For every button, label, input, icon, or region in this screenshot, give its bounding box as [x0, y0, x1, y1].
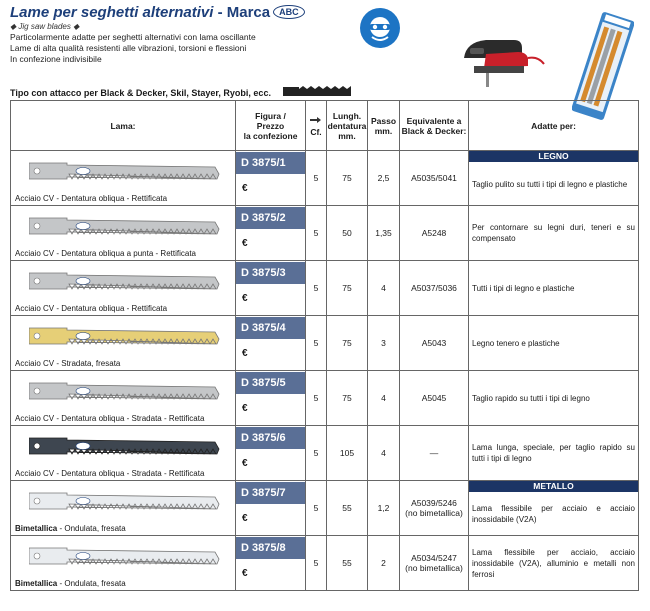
code-price-cell [236, 371, 306, 426]
length-cell: 55 [327, 481, 368, 536]
price: € [242, 513, 248, 524]
title-text: Lame per seghetti alternativi [10, 4, 214, 21]
blade-caption: Acciaio CV - Dentatura obliqua - Stradata - Rettificata [15, 414, 205, 423]
safety-goggles-icon [360, 8, 400, 48]
pitch-cell: 3 [368, 316, 400, 371]
price: € [242, 568, 248, 579]
usage-text: Taglio rapido su tutti i tipi di legno [472, 393, 590, 403]
pitch-cell: 1,35 [368, 206, 400, 261]
cf-cell: 5 [306, 536, 327, 591]
hand-pointer-icon [309, 115, 323, 125]
equivalent-cell: A5248 [400, 206, 469, 261]
header-lungh: Lungh. dentatura mm. [327, 101, 368, 151]
equivalent-cell: — [400, 426, 469, 481]
usage-cell [469, 261, 639, 316]
pitch-cell: 1,2 [368, 481, 400, 536]
price: € [242, 293, 248, 304]
blade-image-2 [29, 214, 221, 236]
usage-cell [469, 151, 639, 206]
table-header-row [11, 101, 639, 151]
usage-text: Lama flessibile per acciaio e acciaio inossidabile (V2A) [472, 504, 635, 524]
length-cell: 75 [327, 151, 368, 206]
blade-cell [11, 151, 236, 206]
usage-text: Lama lunga, speciale, per taglio rapido su tutti i tipi di legno [472, 443, 635, 463]
price: € [242, 458, 248, 469]
code-price-cell [236, 481, 306, 536]
marca-label: - Marca [217, 4, 271, 21]
blade-caption: Acciaio CV - Dentatura obliqua - Rettificata [15, 304, 168, 313]
usage-cell [469, 426, 639, 481]
length-cell: 50 [327, 206, 368, 261]
code-price-cell [236, 206, 306, 261]
cf-cell: 5 [306, 151, 327, 206]
blade-caption: Acciaio CV - Dentatura obliqua - Stradata - Rettificata [15, 469, 205, 478]
blade-cell [11, 481, 236, 536]
pitch-cell: 2 [368, 536, 400, 591]
equivalent-cell: A5045 [400, 371, 469, 426]
price: € [242, 348, 248, 359]
equivalent-cell: A5035/5041 [400, 151, 469, 206]
category-badge: LEGNO [469, 151, 638, 162]
table-row [11, 371, 639, 426]
usage-text: Lama flessibile per acciaio, acciaio inossidabile (V2A), alluminio e metalli non ferrosi [472, 547, 635, 579]
table-row [11, 261, 639, 316]
blade-image-4 [29, 324, 221, 346]
price: € [242, 183, 248, 194]
product-code[interactable]: D 3875/2 [236, 207, 305, 229]
product-code[interactable]: D 3875/1 [236, 152, 305, 174]
product-code[interactable]: D 3875/3 [236, 262, 305, 284]
code-price-cell [236, 316, 306, 371]
description-line-3: In confezione indivisibile [10, 54, 102, 64]
brand-logo: ABC [273, 5, 305, 19]
cf-cell: 5 [306, 316, 327, 371]
blade-image-6 [29, 434, 221, 456]
length-cell: 75 [327, 371, 368, 426]
code-price-cell [236, 261, 306, 316]
blade-caption: Acciaio CV - Stradata, fresata [15, 359, 121, 368]
length-cell: 55 [327, 536, 368, 591]
usage-cell [469, 481, 639, 536]
product-code[interactable]: D 3875/7 [236, 482, 305, 504]
product-code[interactable]: D 3875/8 [236, 537, 305, 559]
code-price-cell [236, 151, 306, 206]
blade-image-5 [29, 379, 221, 401]
price: € [242, 238, 248, 249]
blade-image-7 [29, 489, 221, 511]
category-badge: METALLO [469, 481, 638, 492]
table-row [11, 151, 639, 206]
blade-cell [11, 316, 236, 371]
equivalent-cell: A5037/5036 [400, 261, 469, 316]
usage-cell [469, 371, 639, 426]
blade-cell [11, 371, 236, 426]
equivalent-cell: A5043 [400, 316, 469, 371]
cf-cell: 5 [306, 481, 327, 536]
usage-cell [469, 206, 639, 261]
usage-text: Taglio pulito su tutti i tipi di legno e plastiche [472, 179, 628, 189]
usage-cell [469, 536, 639, 591]
header-cf: Cf. [306, 101, 327, 151]
length-cell: 105 [327, 426, 368, 481]
header-lama: Lama: [11, 101, 236, 151]
usage-text: Tutti i tipi di legno e plastiche [472, 283, 575, 293]
table-row [11, 206, 639, 261]
description-line-2: Lame di alta qualità resistenti alle vibrazioni, torsioni e flessioni [10, 43, 247, 53]
product-code[interactable]: D 3875/6 [236, 427, 305, 449]
subtitle: ◆ Jig saw blades ◆ [10, 22, 80, 31]
equivalent-cell: A5039/5246 (no bimetallica) [400, 481, 469, 536]
pitch-cell: 4 [368, 371, 400, 426]
product-code[interactable]: D 3875/5 [236, 372, 305, 394]
blade-cell [11, 206, 236, 261]
jigsaw-tool-icon [456, 28, 546, 90]
blade-caption: Acciaio CV - Dentatura obliqua - Rettificata [15, 194, 168, 203]
header-adatte: Adatte per: [469, 101, 639, 151]
description-line-1: Particolarmente adatte per seghetti alternativi con lama oscillante [10, 32, 256, 42]
price: € [242, 403, 248, 414]
table-row [11, 426, 639, 481]
blade-image-8 [29, 544, 221, 566]
cf-cell: 5 [306, 261, 327, 316]
blades-table [10, 100, 639, 591]
pitch-cell: 4 [368, 426, 400, 481]
length-cell: 75 [327, 316, 368, 371]
attachment-type-note: Tipo con attacco per Black & Decker, Skil, Stayer, Ryobi, ecc. [10, 88, 271, 98]
table-row [11, 481, 639, 536]
page-title [10, 4, 370, 22]
header-figura: Figura / Prezzo la confezione [236, 101, 306, 151]
header [10, 4, 370, 65]
blade-cell [11, 536, 236, 591]
equivalent-cell: A5034/5247 (no bimetallica) [400, 536, 469, 591]
pitch-cell: 2,5 [368, 151, 400, 206]
length-cell: 75 [327, 261, 368, 316]
product-code[interactable]: D 3875/4 [236, 317, 305, 339]
table-row [11, 536, 639, 591]
code-price-cell [236, 536, 306, 591]
header-passo: Passo mm. [368, 101, 400, 151]
blade-cell [11, 426, 236, 481]
blade-image-3 [29, 269, 221, 291]
cf-cell: 5 [306, 371, 327, 426]
cf-cell: 5 [306, 206, 327, 261]
blade-shank-icon [283, 86, 353, 98]
blade-caption: Bimetallica - Ondulata, fresata [15, 579, 126, 588]
usage-cell [469, 316, 639, 371]
blade-image-1 [29, 159, 221, 181]
usage-text: Per contornare su legni duri, teneri e su compensato [472, 223, 635, 243]
header-equiv: Equivalente a Black & Decker: [400, 101, 469, 151]
pitch-cell: 4 [368, 261, 400, 316]
usage-text: Legno tenero e plastiche [472, 338, 560, 348]
blade-cell [11, 261, 236, 316]
blade-caption: Acciaio CV - Dentatura obliqua a punta - Rettificata [15, 249, 196, 258]
blade-caption: Bimetallica - Ondulata, fresata [15, 524, 126, 533]
table-row [11, 316, 639, 371]
cf-cell: 5 [306, 426, 327, 481]
code-price-cell [236, 426, 306, 481]
